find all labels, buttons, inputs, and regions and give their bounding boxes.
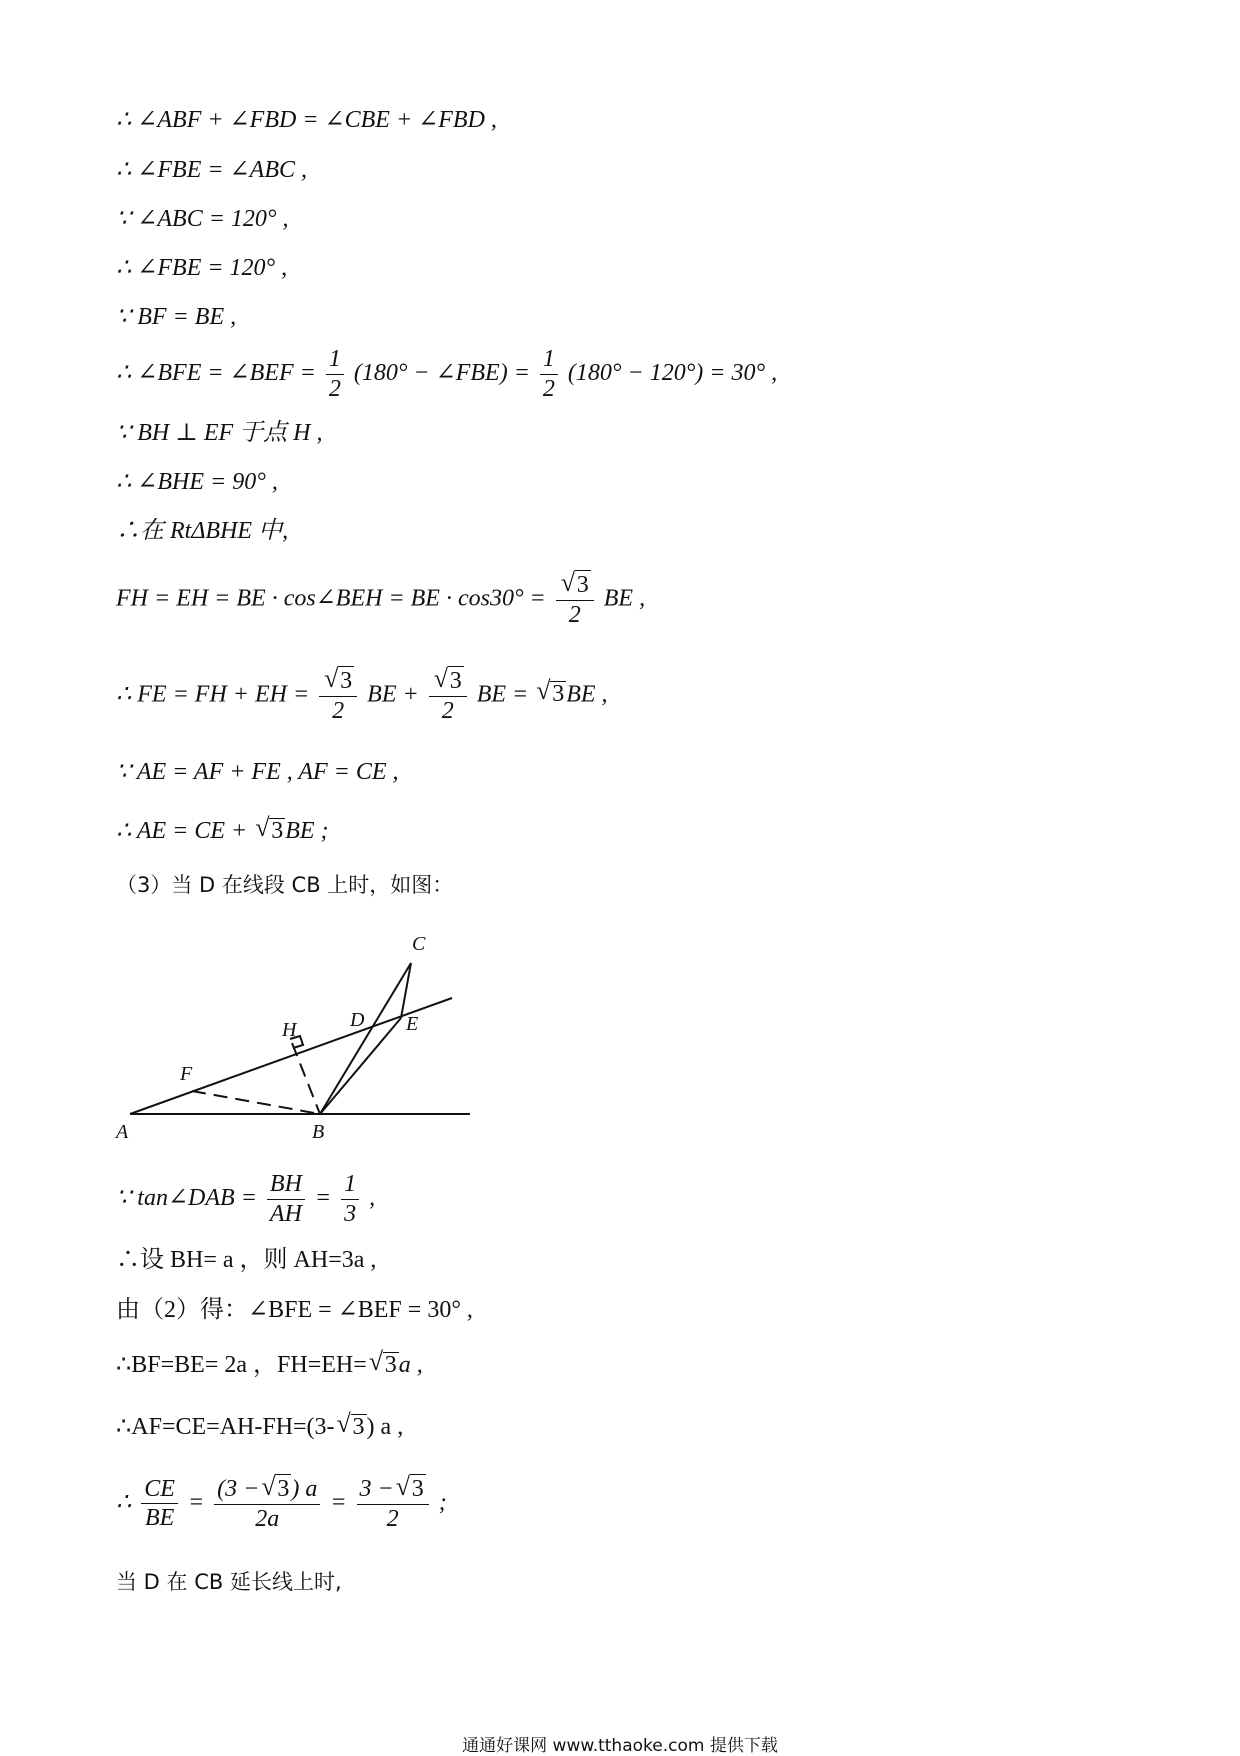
line-21: 当 D 在 CB 延长线上时, bbox=[116, 1570, 342, 1594]
dashed-H-B bbox=[292, 1043, 320, 1114]
line-5: ∵ BF = BE , bbox=[116, 304, 237, 330]
label-D: D bbox=[350, 1009, 365, 1031]
label-B: B bbox=[312, 1121, 325, 1143]
dashed-F-B bbox=[192, 1091, 320, 1114]
sqrt-3: √ 3 bbox=[255, 818, 285, 843]
fraction-one-third: $\frac{1}{3}$ bbox=[341, 1170, 359, 1229]
fraction-half: $\frac{1}{2}$ bbox=[540, 345, 558, 404]
fraction-expression: $\frac{(3 -√ 3) a}{2a}$ bbox=[214, 1474, 320, 1534]
sqrt-3: √ 3 bbox=[369, 1352, 399, 1377]
line-1: ∴ ∠ABF + ∠FBD = ∠CBE + ∠FBD , bbox=[116, 107, 497, 133]
line-2: ∴ ∠FBE = ∠ABC , bbox=[116, 157, 307, 183]
fraction-root3-over-2: √ $\frac{3}{2}$ bbox=[429, 666, 467, 726]
line-3: ∵ ∠ABC = 120° , bbox=[116, 206, 289, 232]
fraction-half: $\frac{1}{2}$ bbox=[326, 345, 344, 404]
segment-B-E bbox=[320, 1018, 401, 1114]
label-E: E bbox=[406, 1013, 419, 1035]
label-H: H bbox=[282, 1019, 297, 1041]
line-12: ∵ AE = AF + FE , AF = CE , bbox=[116, 759, 399, 785]
fraction-root3-over-2: √ $\frac{3}{2}$ bbox=[319, 666, 357, 726]
label-A: A bbox=[116, 1121, 129, 1143]
line-20: ∴ $\frac{CE}{BE}$ = $\frac{(3 -√ 3) a}{2a}$ = $\frac{3 -√ 3}{2}$ ; bbox=[116, 1474, 447, 1534]
label-F: F bbox=[180, 1063, 193, 1085]
line-4: ∴ ∠FBE = 120° , bbox=[116, 255, 288, 281]
line-A-E bbox=[130, 998, 452, 1114]
label-C: C bbox=[412, 933, 426, 955]
line-14-case-3: （3）当 D 在线段 CB 上时，如图： bbox=[116, 873, 454, 897]
line-6: ∴ ∠BFE = ∠BEF = $\frac{1}{2}$ (180° − ∠FBE) = $\frac{1}{2}$ (180° − 120°) = 30° , bbox=[116, 346, 778, 402]
line-19: ∴AF=CE=AH-FH=(3-√ 3) a , bbox=[116, 1414, 403, 1439]
fraction-BH-over-AH: $\frac{BH}{AH}$ bbox=[267, 1170, 305, 1229]
line-13: ∴ AE = CE + √ 3BE ; bbox=[116, 818, 329, 843]
line-7: ∵ BH ⊥ EF 于点 H , bbox=[116, 420, 323, 446]
line-15: ∵ tan∠DAB = $\frac{BH}{AH}$ = $\frac{1}{3}$ , bbox=[116, 1171, 376, 1227]
line-9: ∴在 RtΔBHE 中, bbox=[116, 518, 289, 544]
fraction-result: $\frac{3 -√ 3}{2}$ bbox=[357, 1474, 429, 1534]
line-8: ∴ ∠BHE = 90° , bbox=[116, 469, 278, 495]
fraction-root3-over-2: √ $\frac{3}{2}$ bbox=[556, 570, 594, 630]
geometry-figure bbox=[110, 918, 490, 1153]
sqrt-3: √ 3 bbox=[536, 681, 566, 706]
fraction-CE-over-BE: $\frac{CE}{BE}$ bbox=[141, 1475, 178, 1534]
line-16: ∴设 BH= a ，则 AH=3a , bbox=[116, 1247, 377, 1273]
sqrt-3: √ 3 bbox=[337, 1414, 367, 1439]
line-17: 由（2）得：∠BFE = ∠BEF = 30° , bbox=[116, 1297, 473, 1323]
line-10: FH = EH = BE · cos∠BEH = BE · cos30° = √ $\frac{3}{2}$ BE , bbox=[116, 570, 645, 630]
page-footer: 通通好课网 www.tthaoke.com 提供下载 bbox=[462, 1736, 778, 1756]
line-11: ∴ FE = FH + EH = √ $\frac{3}{2}$ BE + √ $\frac{3}{2}$ BE = √ 3BE , bbox=[116, 666, 608, 726]
segment-B-C bbox=[320, 963, 411, 1114]
line-18: ∴BF=BE= 2a ，FH=EH=√ 3a , bbox=[116, 1352, 423, 1377]
